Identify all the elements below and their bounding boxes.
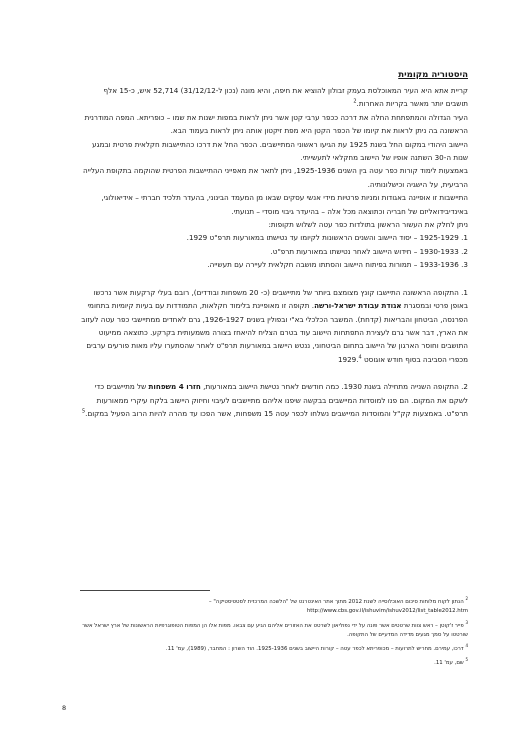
intro-paragraph-3: היישוב היהודי במקום החל בשנת 1925 עת הגיעו ראשוני המתיישבים. הכפר החל את דרכו כהתיישבות חקלאית פרטית ובמגע שנות ה-30 השתנה אופיו של היישוב מחקלאי לתעשייתי.: [92, 139, 468, 163]
intro-text-1: קריית אתא היא העיר המאוכלסת בעמק זבולון להוציא את חיפה, והיא מונה (נכון ל-31/12/12) 52,714 איש, כ-15 אלף תושבים יותר מאשר בקריות האחרות.: [103, 86, 468, 109]
intro-paragraph-4: באמצעות לימוד קורות כפר עטה בין השנים 1925-1936, ניתן לתאר את מאפייני ההתיישבות הפרטית שהוקמה בתקופת העלייה הרביעית, על הישגיה וכישלונותיה.: [82, 166, 468, 189]
spacer: [80, 366, 468, 380]
period-item-3: [80, 258, 468, 271]
intro-paragraph-1: [80, 84, 468, 111]
footnote-number: 3: [465, 619, 468, 625]
period-years: 1930-1933: [419, 246, 459, 256]
footnote-ref-5[interactable]: 5: [81, 408, 86, 415]
section-period-1: [80, 286, 468, 366]
footnotes: [80, 594, 468, 670]
footnote-link[interactable]: http://www.cbs.gov.il/ishuvim/ishuv2012/list_table2012.htm: [306, 608, 468, 615]
section-tail-text: של מתיישבים כדי לשקם את המקום. הם פנו למוסדות המיישבים בבקשה שיפנו אליהם מתיישבים לעיבוי וחיזוק היישוב בלקח עיקרי ממאורעות תרפ"ט. באמצעות קק"ל והמוסדות המיישבים נשלחו לכפר עטה 15 משפחות, אשר הפכו עד מהרה להיות הרוב הפעיל במקום.: [85, 382, 468, 418]
footnote-number: 2: [465, 596, 468, 601]
section-bold-text: חזרו 4 משפחות: [148, 382, 201, 392]
section-tail-text: . תקופה זו מאופיינת בלימוד חקלאות, התמודדות עם בעיות קיומיות בתחומי הפרנסה, הביטחון והבריאות (קדחת). המשבר הכלכלי בא"י ובפולין בשנים 1926-1927, גרם לאחדים ממתיישבי כפר עטה לעזוב את הארץ, דבר אשר גרם לעצירת התפתחות היישוב עוד בטרם הצליח להיאחז בצורה משמעותית בקרקע. כתוצאה ממיעוט התושבים וחוסר הארגון של היישוב בתחום הביטחוני, ננטש היישוב במאורעות תרפ"ט לאחר שהסתערו עליו מאות פורעים ערבים מכפרי הסביבה בסוף חודש אוגוסט 1929.: [81, 301, 468, 364]
period-description: – יסוד היישוב והשנים הראשונות לקיומו עד נטישתו במאורעות תרפ"ט 1929.: [186, 233, 418, 243]
footnote-ref-2[interactable]: 2: [353, 99, 357, 106]
intro-paragraph-5: התיישבות זו אופיינה באגודות ומניות פרטיות מידי אנשי עסקים שבאו מן המעמד הבינוני, בהעדר תלכיד חברתי – אידיאולוגי, באינדיבידואליזם של חבריה וכתוצאה מכל אלה – בהיעדר גיבוי מוסדי – תנועתי.: [101, 193, 468, 216]
section-lead-text: 1. התקופה הראשונה התיישבו קונץ מצומצם ביותר של מתיישבים (כ- 20 משפחות ובודדים), רובם בעלי קרקעות אשר נרכשו באופן פרטי ובמסגרת: [93, 287, 468, 311]
period-description: – תמורות בפיתוח היישוב והסתתו מושבה חקלאית לעיירה עם תעשייה.: [207, 260, 418, 270]
footnote-3: [80, 618, 468, 641]
period-years: 1925-1929: [419, 233, 459, 243]
footnote-ref-4[interactable]: 4: [358, 354, 362, 361]
footnote-number: 5: [465, 657, 468, 663]
main-content: [80, 68, 468, 420]
footnote-text: דרכו, עמירם. מחריש לתרועות – מכופריתא לכפר עטה – קורות היישוב בשנים 1925-1936. הוד השרון : המחבר, (1989), עמ' 11.: [165, 646, 464, 653]
period-item-1: [80, 231, 468, 244]
footnote-4: [80, 641, 468, 654]
period-description: – חידוש היישוב לאחר נטישתו במאורעות תרפ"ט.: [270, 246, 418, 256]
section-bold-text: אגודת עבודת ישראל-ורשה: [314, 301, 402, 311]
section-heading: היסטוריה מקומית: [398, 70, 468, 80]
section-period-2: [80, 380, 468, 420]
footnote-5: [80, 655, 468, 668]
intro-paragraph-6: ניתן לחלק את העשור הראשון בתולדות כפר עטה לשלוש תקופות:: [268, 220, 468, 230]
footnote-2: [80, 594, 468, 617]
spacer: [80, 272, 468, 286]
footnote-separator: [80, 590, 210, 591]
page-number: 8: [62, 704, 67, 712]
period-years: 1933-1936: [419, 260, 459, 270]
footnote-number: 4: [465, 643, 468, 649]
period-item-2: [80, 245, 468, 258]
footnote-text: שם, עמ' 11.: [434, 660, 464, 667]
period-number: 3.: [461, 260, 468, 270]
footnote-text: הנתון לקוח מלוחות סיכום האוכלוסייה לשנת 2012 מתוך אתר האינטרנט של "הלשכה המרכזית לסטטיסטיקה" –: [208, 598, 464, 605]
footnote-text: פייר ז'קוטן – ראש צוות שרטטים אשר פונה על ידי נפוליאון לשרטט את האזורים אליהם הגיע עם צבאו. מפות אלו הן המפות הטופוגרפיות הראשונות של ארץ ישראל אשר שורטטו על סמך מגעים מדידה המדעיים של התקופה.: [82, 622, 468, 638]
section-lead-text: 2. התקופה השנייה מתחילה בשנת 1930. כמה חודשים לאחר נטישת היישוב במאורעות,: [203, 382, 468, 392]
period-number: 2.: [461, 246, 468, 256]
intro-paragraph-2: העיר הגדולה והמתפתחת החלה את דרכה ככפר ערבי קטן אשר ניתן לראות במפות ישנות את שמו – כופריתא. המפה המודרנית הראשונה בה ניתן לראות את קיומו של הכפר הקטן היא מפת זיקטון אותה ניתן לראות בעמוד הבא.: [84, 112, 468, 136]
period-number: 1.: [461, 233, 468, 243]
